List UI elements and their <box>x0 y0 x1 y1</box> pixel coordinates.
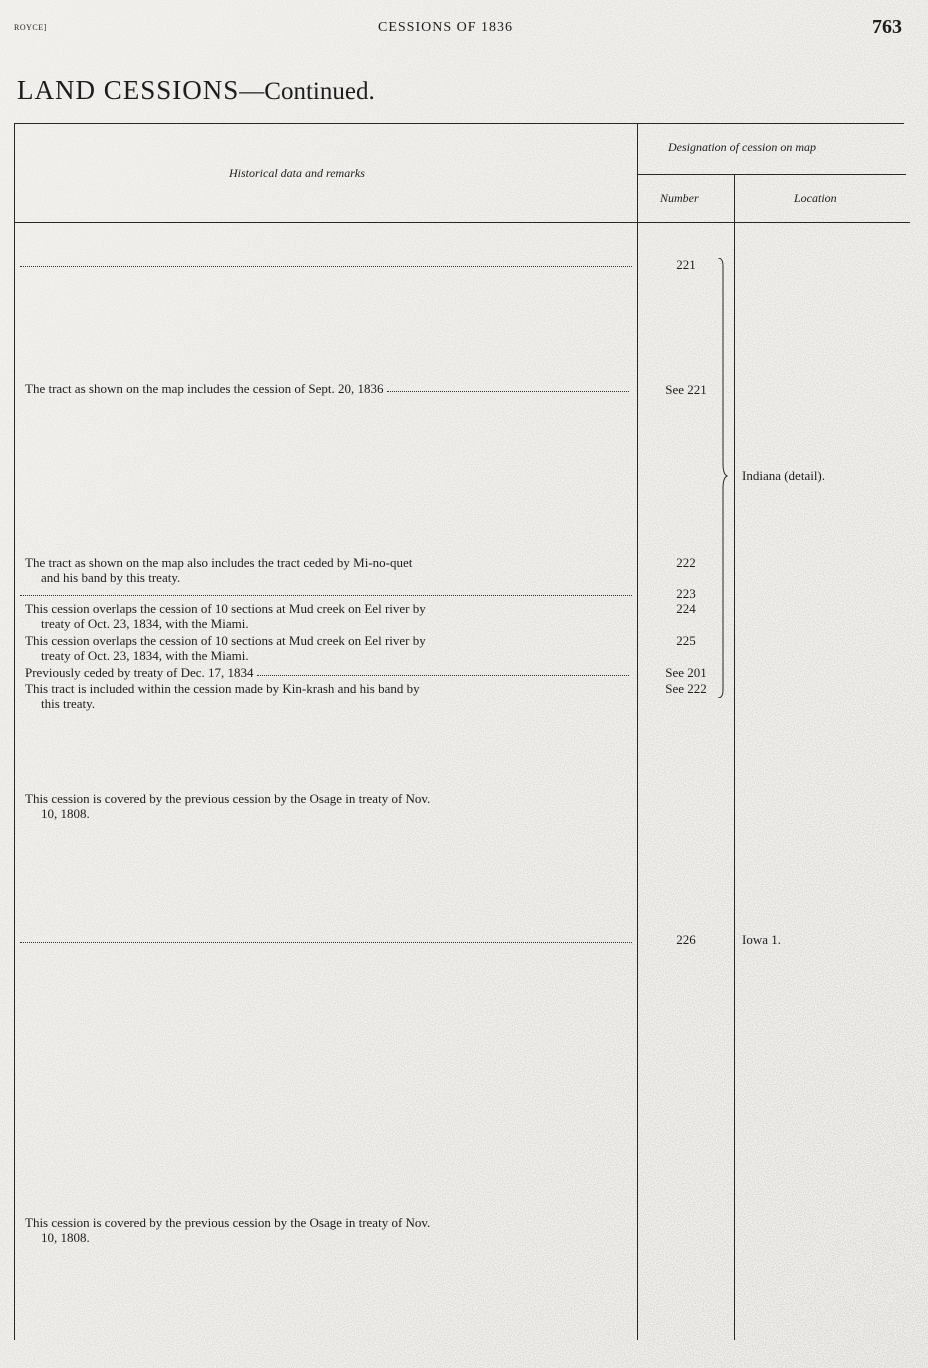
location-indiana: Indiana (detail). <box>742 468 826 483</box>
number-column-rule <box>734 175 735 1340</box>
remark-text: This tract is included within the cession made by Kin-krash and his band by <box>25 681 420 696</box>
cession-number: 221 <box>676 257 696 272</box>
page-title-main: LAND CESSIONS <box>17 75 240 105</box>
table-row <box>25 381 629 396</box>
dot-leader-row-221 <box>20 266 632 267</box>
table-row <box>25 665 629 680</box>
remark-text: This cession is covered by the previous cession by the Osage in treaty of Nov. <box>25 791 431 806</box>
table-row <box>25 681 629 711</box>
cession-number: See 221 <box>665 382 707 397</box>
cession-number: 225 <box>676 633 696 648</box>
grouping-brace <box>716 258 728 698</box>
remark-continuation: 10, 1808. <box>41 1230 90 1245</box>
remarks-column-rule <box>637 123 638 1340</box>
header-designation: Designation of cession on map <box>668 140 816 154</box>
table-row <box>25 633 629 663</box>
page-title <box>17 75 375 106</box>
header-bottom-rule <box>14 222 910 223</box>
table-top-rule <box>14 123 904 124</box>
page-title-continued: —Continued. <box>239 78 375 105</box>
remark-continuation: and his band by this treaty. <box>41 570 181 585</box>
header-number: Number <box>660 191 699 205</box>
header-remarks: Historical data and remarks <box>229 166 365 180</box>
header-location: Location <box>794 191 837 205</box>
running-head-author: ROYCE] <box>14 23 47 32</box>
remark-text: The tract as shown on the map also includes the tract ceded by Mi-no-quet <box>25 555 413 570</box>
cession-number: 222 <box>676 555 696 570</box>
dot-leader-row-226 <box>20 942 632 943</box>
cession-number: 224 <box>676 601 696 616</box>
cession-number: See 201 <box>665 665 707 680</box>
cession-number: See 222 <box>665 681 707 696</box>
table-row <box>25 601 629 631</box>
designation-subheader-rule <box>638 174 906 175</box>
table-row <box>25 555 629 585</box>
remark-continuation: treaty of Oct. 23, 1834, with the Miami. <box>41 648 249 663</box>
remark-text: This cession overlaps the cession of 10 sections at Mud creek on Eel river by <box>25 633 426 648</box>
table-row <box>25 791 629 821</box>
table-row <box>25 1215 629 1245</box>
remark-text: This cession is covered by the previous cession by the Osage in treaty of Nov. <box>25 1215 431 1230</box>
remark-text: This cession overlaps the cession of 10 sections at Mud creek on Eel river by <box>25 601 426 616</box>
remark-continuation: 10, 1808. <box>41 806 90 821</box>
page-number: 763 <box>872 16 902 38</box>
cession-number: 226 <box>676 932 696 947</box>
remark-continuation: this treaty. <box>41 696 96 711</box>
remark-text: The tract as shown on the map includes the cession of Sept. 20, 1836 <box>25 381 384 396</box>
remark-continuation: treaty of Oct. 23, 1834, with the Miami. <box>41 616 249 631</box>
cession-number: 223 <box>676 586 696 601</box>
running-head-title: CESSIONS OF 1836 <box>378 20 514 35</box>
remark-text: Previously ceded by treaty of Dec. 17, 1834 <box>25 665 254 680</box>
location-iowa: Iowa 1. <box>742 932 781 947</box>
dot-leader-row-223 <box>20 595 632 596</box>
table-left-rule <box>14 123 15 1340</box>
